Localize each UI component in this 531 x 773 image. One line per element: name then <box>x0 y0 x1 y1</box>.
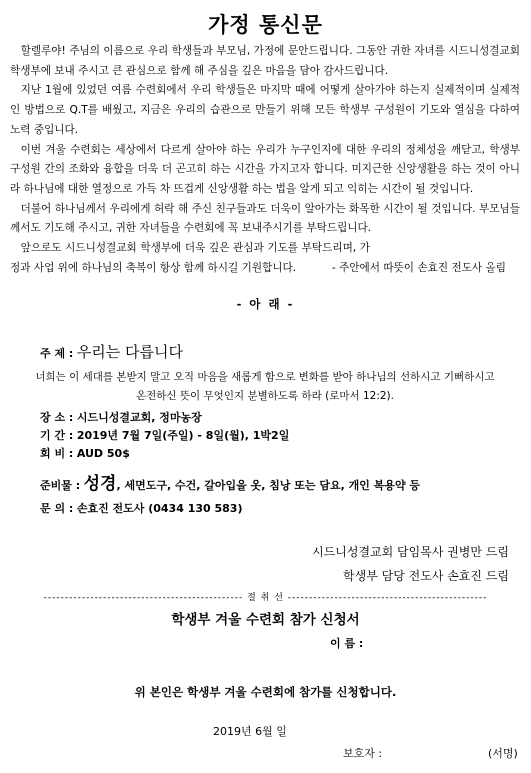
apply-statement: 위 본인은 학생부 겨울 수련회에 참가를 신청합니다. <box>134 685 397 699</box>
letter-body <box>10 42 520 278</box>
signature-line: - 주안에서 따뜻이 손효진 전도사 올림 <box>331 261 506 274</box>
notice-header: - 아 래 - <box>236 297 295 311</box>
date-line: 2019년 6월 일 <box>213 725 287 738</box>
theme-label: 주 제 : <box>40 347 74 360</box>
fee-label: 회 비 : <box>40 447 74 460</box>
guardian-label: 보호자 : <box>343 747 383 760</box>
place-label: 장 소 : <box>40 411 74 424</box>
sender-evangelist: 학생부 담당 전도사 손효진 드림 <box>343 569 509 583</box>
fee-row <box>40 445 130 461</box>
theme-value: 우리는 다릅니다 <box>76 343 184 361</box>
paragraph-summer-retreat: 지난 1월에 있었던 여름 수련회에서 우리 학생들은 마지막 때에 어떻게 살아가야 하는지 실제적이며 실제적인 방법으로 Q.T를 배웠고, 지금은 우리의 습관으로 만들기 위해 모든 학생부 구성원이 기도와 열심을 다하여 노력 중입니다. <box>10 84 520 136</box>
form-title: 학생부 겨울 수련회 참가 신청서 <box>171 612 360 628</box>
paragraph-greeting: 할렐루야! 주님의 이름으로 우리 학생들과 부모님, 가정에 문안드립니다. 그동안 귀한 자녀를 시드니성결교회 학생부에 보내 주시고 큰 관심으로 함께 해 주심을 깊은 마음을 담아 감사드립니다. <box>10 45 520 77</box>
paragraph-winter-retreat: 이번 겨울 수련회는 세상에서 다르게 살아야 하는 우리가 누구인지에 대한 우리의 정체성을 깨닫고, 학생부 구성원 간의 조화와 융합을 더욱 더 곤고히 하는 시간을 가지고자 합니다. 미지근한 신앙생활을 하는 것이 아니라 하나님에 대한 열정으로 가득 차 뜨겁게 신앙생활 하는 법을 알게 되고 익히는 시간이 될 것입니다. <box>10 143 520 195</box>
contact-label: 문 의 : <box>40 502 74 515</box>
sender-pastor: 시드니성결교회 담임목사 권병만 드림 <box>312 545 509 559</box>
items-bible: 성경 <box>83 474 117 494</box>
items-rest: , 세면도구, 수건, 갈아입을 옷, 침낭 또는 담요, 개인 복용약 등 <box>116 479 421 492</box>
contact-value: 손효진 전도사 (0434 130 583) <box>76 502 243 515</box>
fee-value: AUD 50$ <box>76 447 130 460</box>
verse-line-1: 너희는 이 세대를 본받지 말고 오직 마음을 새롭게 함으로 변화를 받아 하나님의 선하시고 기뻐하시고 <box>35 371 495 383</box>
name-field-label: 이 름 : <box>330 637 364 650</box>
bible-verse <box>20 368 510 406</box>
period-value: 2019년 7월 7일(주일) - 8일(월), 1박2일 <box>76 429 290 442</box>
contact-row <box>40 500 242 516</box>
period-label: 기 간 : <box>40 429 74 442</box>
verse-line-2: 온전하신 뜻이 무엇인지 분별하도록 하라 (로마서 12:2). <box>136 390 394 402</box>
period-row <box>40 427 289 443</box>
paragraph-blessing: 앞으로도 시드니성결교회 학생부에 더욱 깊은 관심과 기도를 부탁드리며, 가정과 사업 위에 하나님의 축복이 항상 함께 하시길 기원합니다. <box>10 242 370 274</box>
items-label: 준비물 : <box>40 479 81 492</box>
place-row <box>40 409 202 425</box>
place-value: 시드니성결교회, 정마농장 <box>76 411 202 424</box>
paragraph-friends: 더불어 하나님께서 우리에게 허락 해 주신 친구들과도 더욱이 알아가는 화목한 시간이 될 것입니다. 부모님들께서도 기도해 주시고, 귀한 자녀들을 수련회에 꼭 보내주시기를 부탁드립니다. <box>10 202 520 235</box>
page-title: 가정 통신문 <box>208 13 323 37</box>
cut-line: ----------------------------------------------- 절 취 선 ----------------------------------------------- <box>43 593 488 603</box>
items-row <box>40 469 420 494</box>
signature-mark: (서명) <box>488 747 518 760</box>
theme-row <box>40 341 183 362</box>
